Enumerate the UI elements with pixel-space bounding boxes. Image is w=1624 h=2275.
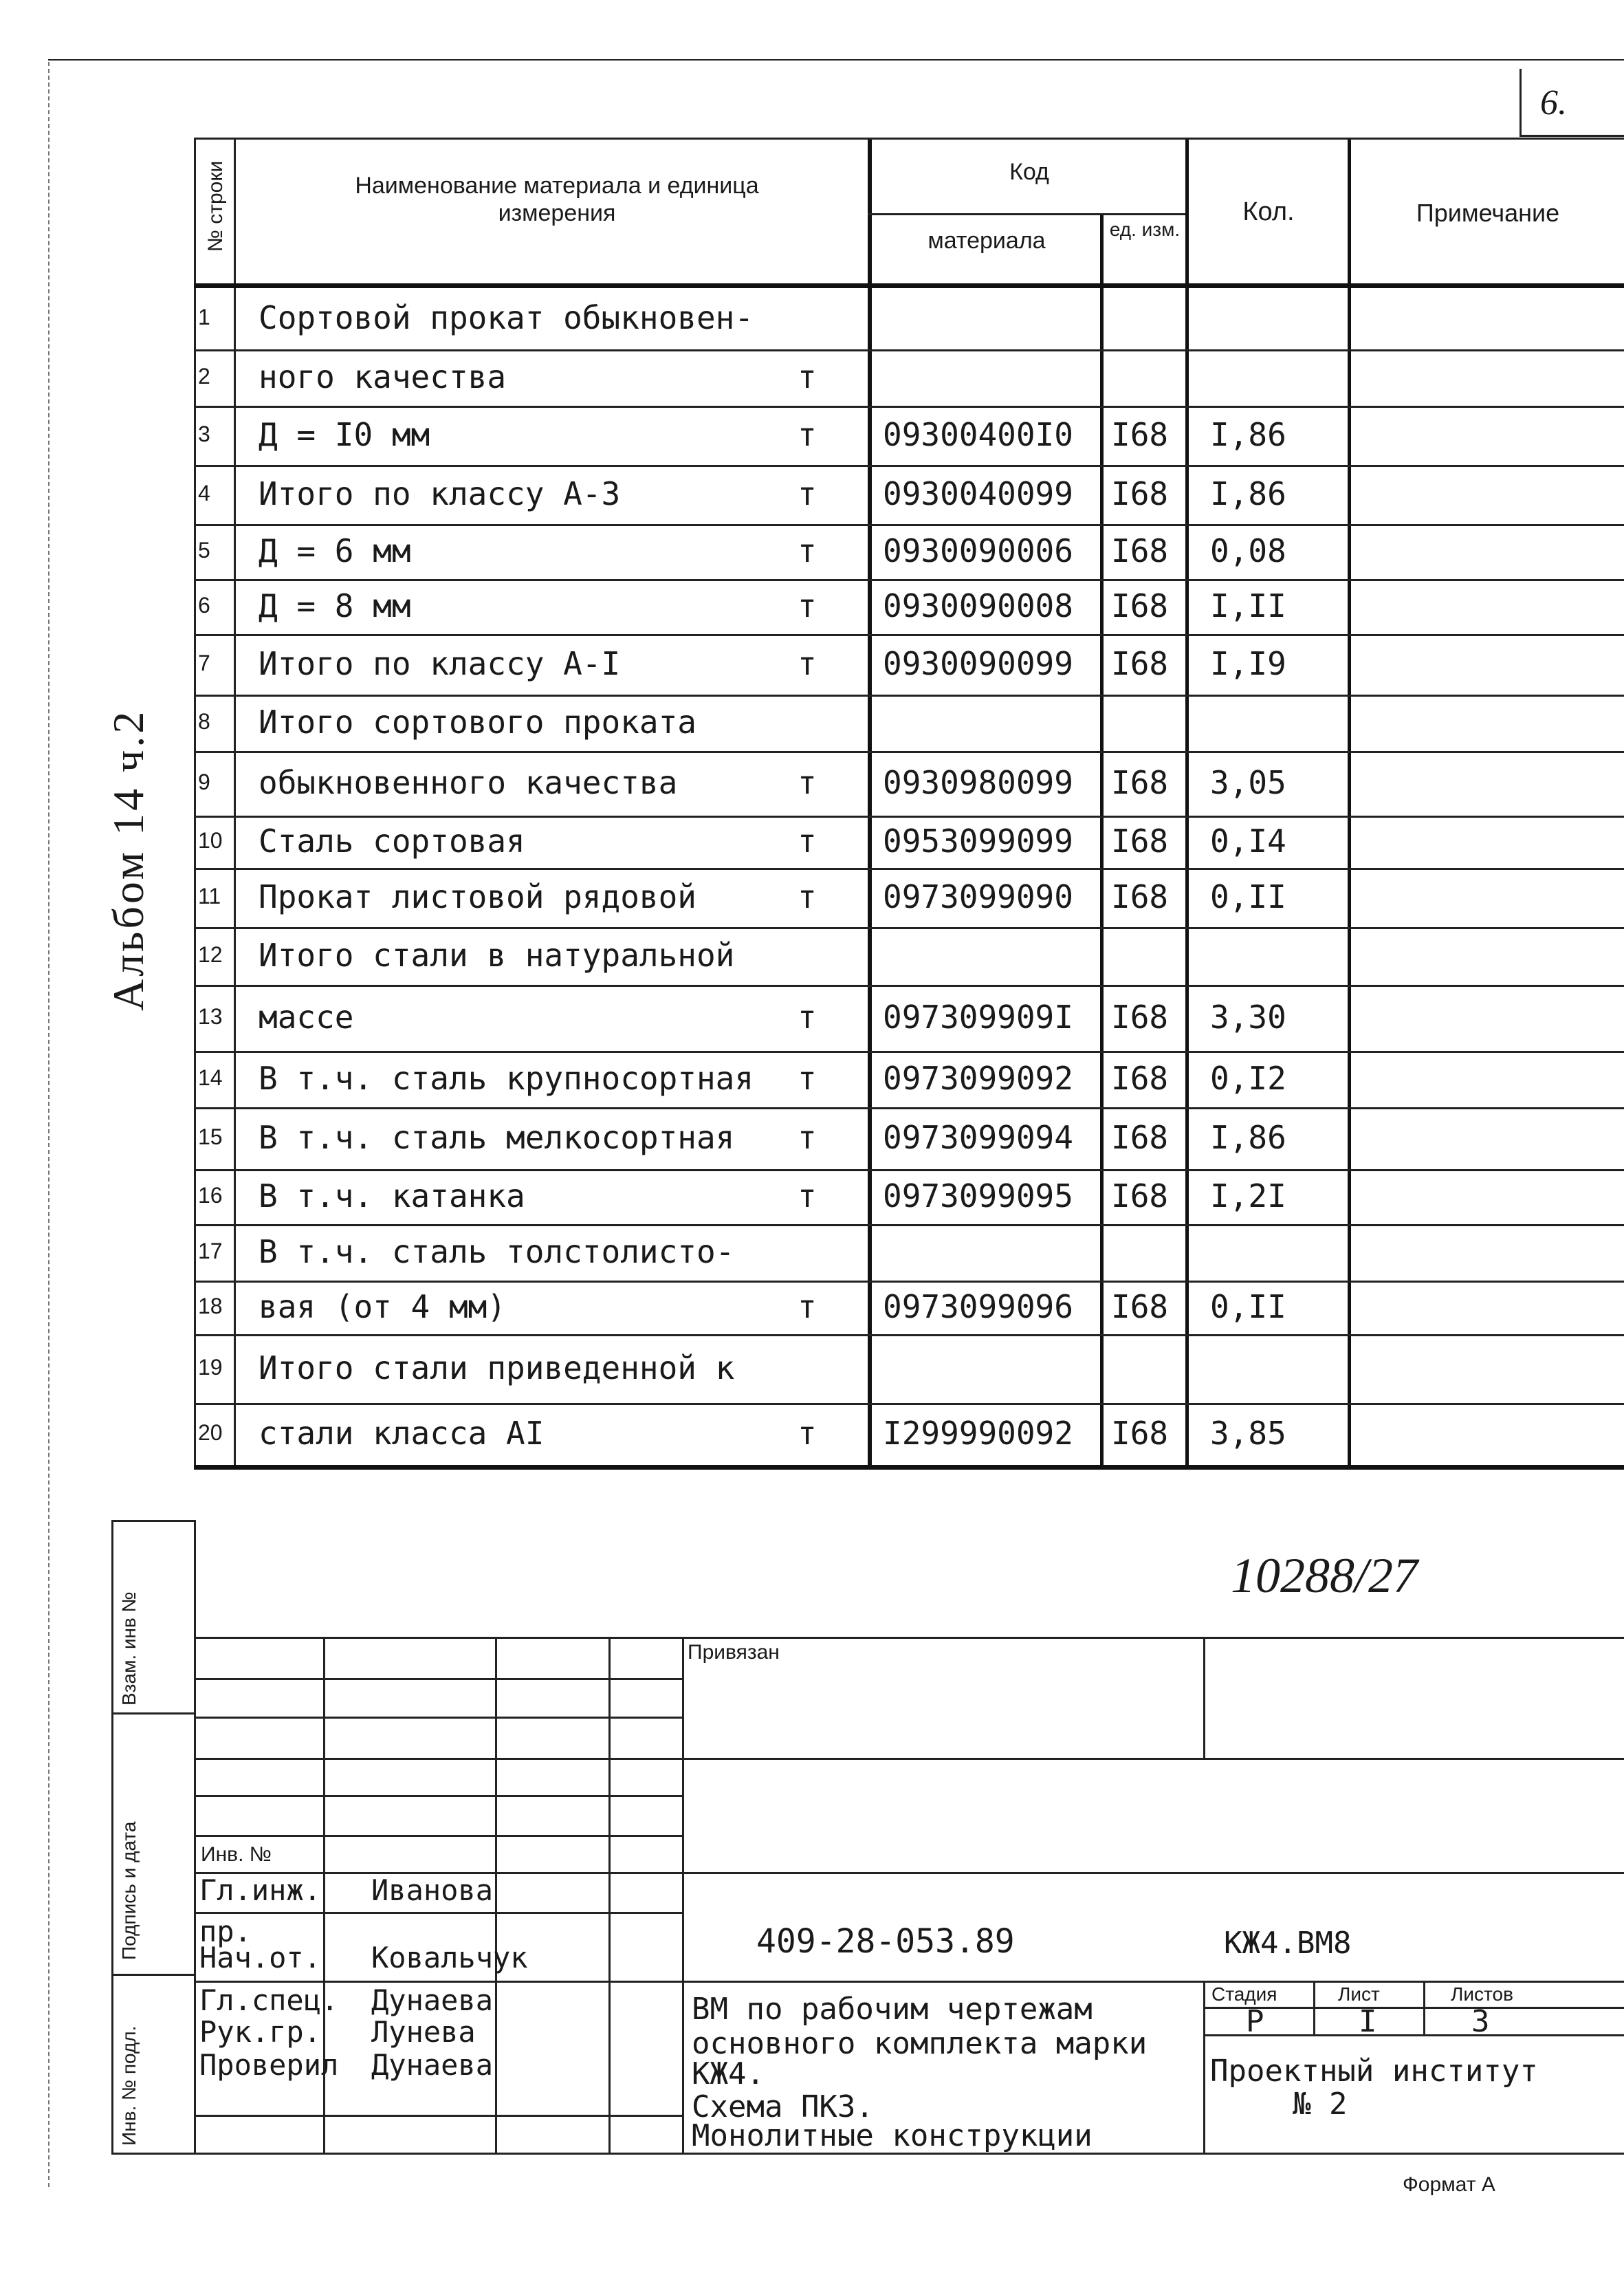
material-name: стали класса АI xyxy=(259,1415,545,1452)
header-quantity: Кол. xyxy=(1242,197,1295,226)
signature-name: Ковальчук xyxy=(371,1941,528,1974)
row-number: 17 xyxy=(198,1239,223,1263)
row-divider xyxy=(194,406,1624,408)
document-mark: КЖ4.ВМ8 xyxy=(1224,1926,1352,1961)
stage-value: Р xyxy=(1246,2004,1264,2039)
title-line-1: ВМ по рабочим чертежам xyxy=(692,1992,1093,2027)
signature-role: Проверил xyxy=(199,2048,339,2082)
signature-role: Гл.спец. xyxy=(199,1983,339,2017)
row-divider xyxy=(194,868,1624,870)
row-divider xyxy=(194,1224,1624,1226)
unit-code: I68 xyxy=(1111,999,1169,1036)
unit: т xyxy=(798,1177,817,1215)
unit: т xyxy=(798,645,817,682)
material-code: 0973099092 xyxy=(883,1060,1073,1097)
unit: т xyxy=(798,358,817,395)
title-line-3: КЖ4. xyxy=(692,2056,765,2091)
unit: т xyxy=(798,823,817,860)
material-code: 09300400I0 xyxy=(883,416,1073,453)
unit-code: I68 xyxy=(1111,645,1169,682)
material-name: Итого по классу А-I xyxy=(259,645,621,682)
row-number: 6 xyxy=(198,593,210,618)
signature-role: Гл.инж. xyxy=(199,1873,322,1907)
row-divider xyxy=(194,579,1624,581)
unit-code: I68 xyxy=(1111,1177,1169,1215)
material-code: I299990092 xyxy=(883,1415,1073,1452)
unit-code: I68 xyxy=(1111,532,1169,569)
quantity: 0,I4 xyxy=(1210,823,1286,860)
material-code: 0930090008 xyxy=(883,587,1073,624)
unit-code: I68 xyxy=(1111,587,1169,624)
material-name: Итого сортового проката xyxy=(259,704,696,741)
material-name: В т.ч. сталь мелкосортная xyxy=(259,1119,735,1156)
quantity: 0,I2 xyxy=(1210,1060,1286,1097)
row-divider xyxy=(194,1051,1624,1053)
album-label: Альбом 14 ч.2 xyxy=(104,708,153,1011)
quantity: I,86 xyxy=(1210,416,1286,453)
sheets-label: Листов xyxy=(1451,1983,1513,2005)
row-divider xyxy=(194,816,1624,818)
row-number: 9 xyxy=(198,770,210,794)
material-name: Итого стали в натуральной xyxy=(259,937,735,974)
row-number: 12 xyxy=(198,942,223,967)
document-number: 409-28-053.89 xyxy=(756,1922,1015,1961)
unit: т xyxy=(798,475,817,512)
signature-name: Лунева xyxy=(371,2015,476,2049)
row-divider xyxy=(194,349,1624,351)
unit-code: I68 xyxy=(1111,416,1169,453)
material-code: 0953099099 xyxy=(883,823,1073,860)
unit: т xyxy=(798,416,817,453)
row-number: 5 xyxy=(198,538,210,563)
organization-line-1: Проектный институт xyxy=(1210,2054,1538,2089)
unit: т xyxy=(798,532,817,569)
row-divider xyxy=(194,1107,1624,1109)
quantity: I,86 xyxy=(1210,475,1286,512)
material-name: вая (от 4 мм) xyxy=(259,1288,507,1325)
material-name: В т.ч. сталь толстолисто- xyxy=(259,1233,735,1270)
row-number: 16 xyxy=(198,1183,223,1208)
page-number-box-bottom xyxy=(1519,135,1624,137)
material-code: 0973099090 xyxy=(883,878,1073,915)
row-divider xyxy=(194,985,1624,987)
unit: т xyxy=(798,1288,817,1325)
material-name: обыкновенного качества xyxy=(259,764,678,801)
side-label-vzam: Взам. инв № xyxy=(118,1591,140,1706)
row-number: 19 xyxy=(198,1355,223,1380)
material-code: 0930980099 xyxy=(883,764,1073,801)
row-number: 11 xyxy=(198,884,221,908)
material-name: В т.ч. сталь крупносортная xyxy=(259,1060,754,1097)
row-number: 20 xyxy=(198,1420,223,1445)
unit: т xyxy=(798,1415,817,1452)
format-label: Формат А xyxy=(1403,2173,1495,2196)
title-line-4: Схема ПК3. xyxy=(692,2089,874,2124)
material-name: Итого по классу А-3 xyxy=(259,475,621,512)
unit: т xyxy=(798,1060,817,1097)
material-name: Д = I0 мм xyxy=(259,416,430,453)
material-name: Д = 6 мм xyxy=(259,532,411,569)
header-unit-code: ед. изм. xyxy=(1109,219,1181,240)
unit: т xyxy=(798,1119,817,1156)
title-line-5: Монолитные конструкции xyxy=(692,2118,1093,2153)
material-code: 0930090099 xyxy=(883,645,1073,682)
unit-code: I68 xyxy=(1111,475,1169,512)
quantity: 0,08 xyxy=(1210,532,1286,569)
row-number: 10 xyxy=(198,828,223,853)
material-name: В т.ч. катанка xyxy=(259,1177,525,1215)
quantity: 0,II xyxy=(1210,1288,1286,1325)
quantity: 3,30 xyxy=(1210,999,1286,1036)
row-divider xyxy=(194,927,1624,929)
signature-role: Рук.гр. xyxy=(199,2015,322,2049)
material-name: Итого стали приведенной к xyxy=(259,1349,735,1386)
signature-name: Дунаева xyxy=(371,2048,494,2082)
row-number: 15 xyxy=(198,1124,223,1149)
header-code: Код xyxy=(1009,159,1049,185)
material-code: 0930090006 xyxy=(883,532,1073,569)
header-material-code: материала xyxy=(928,228,1046,254)
top-border xyxy=(48,59,1624,61)
signature-name: Дунаева xyxy=(371,1983,494,2017)
unit-code: I68 xyxy=(1111,764,1169,801)
row-divider xyxy=(194,1169,1624,1171)
row-number: 1 xyxy=(198,305,210,329)
header-note: Примечание xyxy=(1416,199,1560,227)
unit-code: I68 xyxy=(1111,878,1169,915)
material-code: 0930040099 xyxy=(883,475,1073,512)
material-code: 0973099095 xyxy=(883,1177,1073,1215)
stage-label: Стадия xyxy=(1211,1983,1277,2005)
material-name: Д = 8 мм xyxy=(259,587,411,624)
unit-code: I68 xyxy=(1111,1288,1169,1325)
signature-role: пр. xyxy=(199,1915,252,1948)
side-label-signature-date: Подпись и дата xyxy=(118,1821,140,1960)
page-number-box-border xyxy=(1519,69,1522,135)
quantity: 3,05 xyxy=(1210,764,1286,801)
unit: т xyxy=(798,878,817,915)
row-divider xyxy=(194,1465,1624,1470)
signature-name: Иванова xyxy=(371,1873,494,1907)
row-divider xyxy=(194,634,1624,636)
row-number: 7 xyxy=(198,651,210,675)
unit: т xyxy=(798,999,817,1036)
unit-code: I68 xyxy=(1111,1415,1169,1452)
row-number: 18 xyxy=(198,1294,223,1318)
unit: т xyxy=(798,587,817,624)
quantity: 0,II xyxy=(1210,878,1286,915)
unit-code: I68 xyxy=(1111,823,1169,860)
material-name: Сортовой прокат обыкновен- xyxy=(259,299,754,336)
side-label-inv-podl: Инв. № подл. xyxy=(118,2025,140,2146)
header-name: Наименование материала и единица измерения xyxy=(355,173,759,226)
row-number: 13 xyxy=(198,1004,223,1029)
quantity: I,2I xyxy=(1210,1177,1286,1215)
row-number: 8 xyxy=(198,709,210,734)
material-name: массе xyxy=(259,999,354,1036)
sheet-value: I xyxy=(1359,2004,1377,2039)
inv-no-label: Инв. № xyxy=(201,1843,272,1866)
privyazan-label: Привязан xyxy=(688,1641,780,1664)
material-code: 0973099094 xyxy=(883,1119,1073,1156)
sheets-value: 3 xyxy=(1471,2004,1490,2039)
row-divider xyxy=(194,1334,1624,1336)
unit-code: I68 xyxy=(1111,1119,1169,1156)
material-name: Сталь сортовая xyxy=(259,823,525,860)
material-code: 097309909I xyxy=(883,999,1073,1036)
unit-code: I68 xyxy=(1111,1060,1169,1097)
quantity: I,II xyxy=(1210,587,1286,624)
row-number: 14 xyxy=(198,1065,223,1090)
page-number: 6. xyxy=(1540,83,1567,122)
row-number: 3 xyxy=(198,422,210,446)
row-divider xyxy=(194,1403,1624,1405)
quantity: I,I9 xyxy=(1210,645,1286,682)
sheet-label: Лист xyxy=(1338,1983,1380,2005)
row-divider xyxy=(194,1281,1624,1283)
row-divider xyxy=(194,465,1624,467)
row-number: 2 xyxy=(198,364,210,389)
material-code: 0973099096 xyxy=(883,1288,1073,1325)
title-line-2: основного комплекта марки xyxy=(692,2026,1148,2061)
quantity: I,86 xyxy=(1210,1119,1286,1156)
material-name: ного качества xyxy=(259,358,507,395)
row-divider xyxy=(194,524,1624,526)
handwritten-inventory-number: 10288/27 xyxy=(1231,1548,1418,1603)
header-row-no: № строки xyxy=(204,160,227,252)
material-name: Прокат листовой рядовой xyxy=(259,878,696,915)
row-number: 4 xyxy=(198,481,210,505)
row-divider xyxy=(194,751,1624,753)
row-divider xyxy=(194,695,1624,697)
left-margin-line xyxy=(48,62,50,2187)
organization-line-2: № 2 xyxy=(1293,2087,1348,2122)
signature-role: Нач.от. xyxy=(199,1941,322,1974)
unit: т xyxy=(798,764,817,801)
quantity: 3,85 xyxy=(1210,1415,1286,1452)
